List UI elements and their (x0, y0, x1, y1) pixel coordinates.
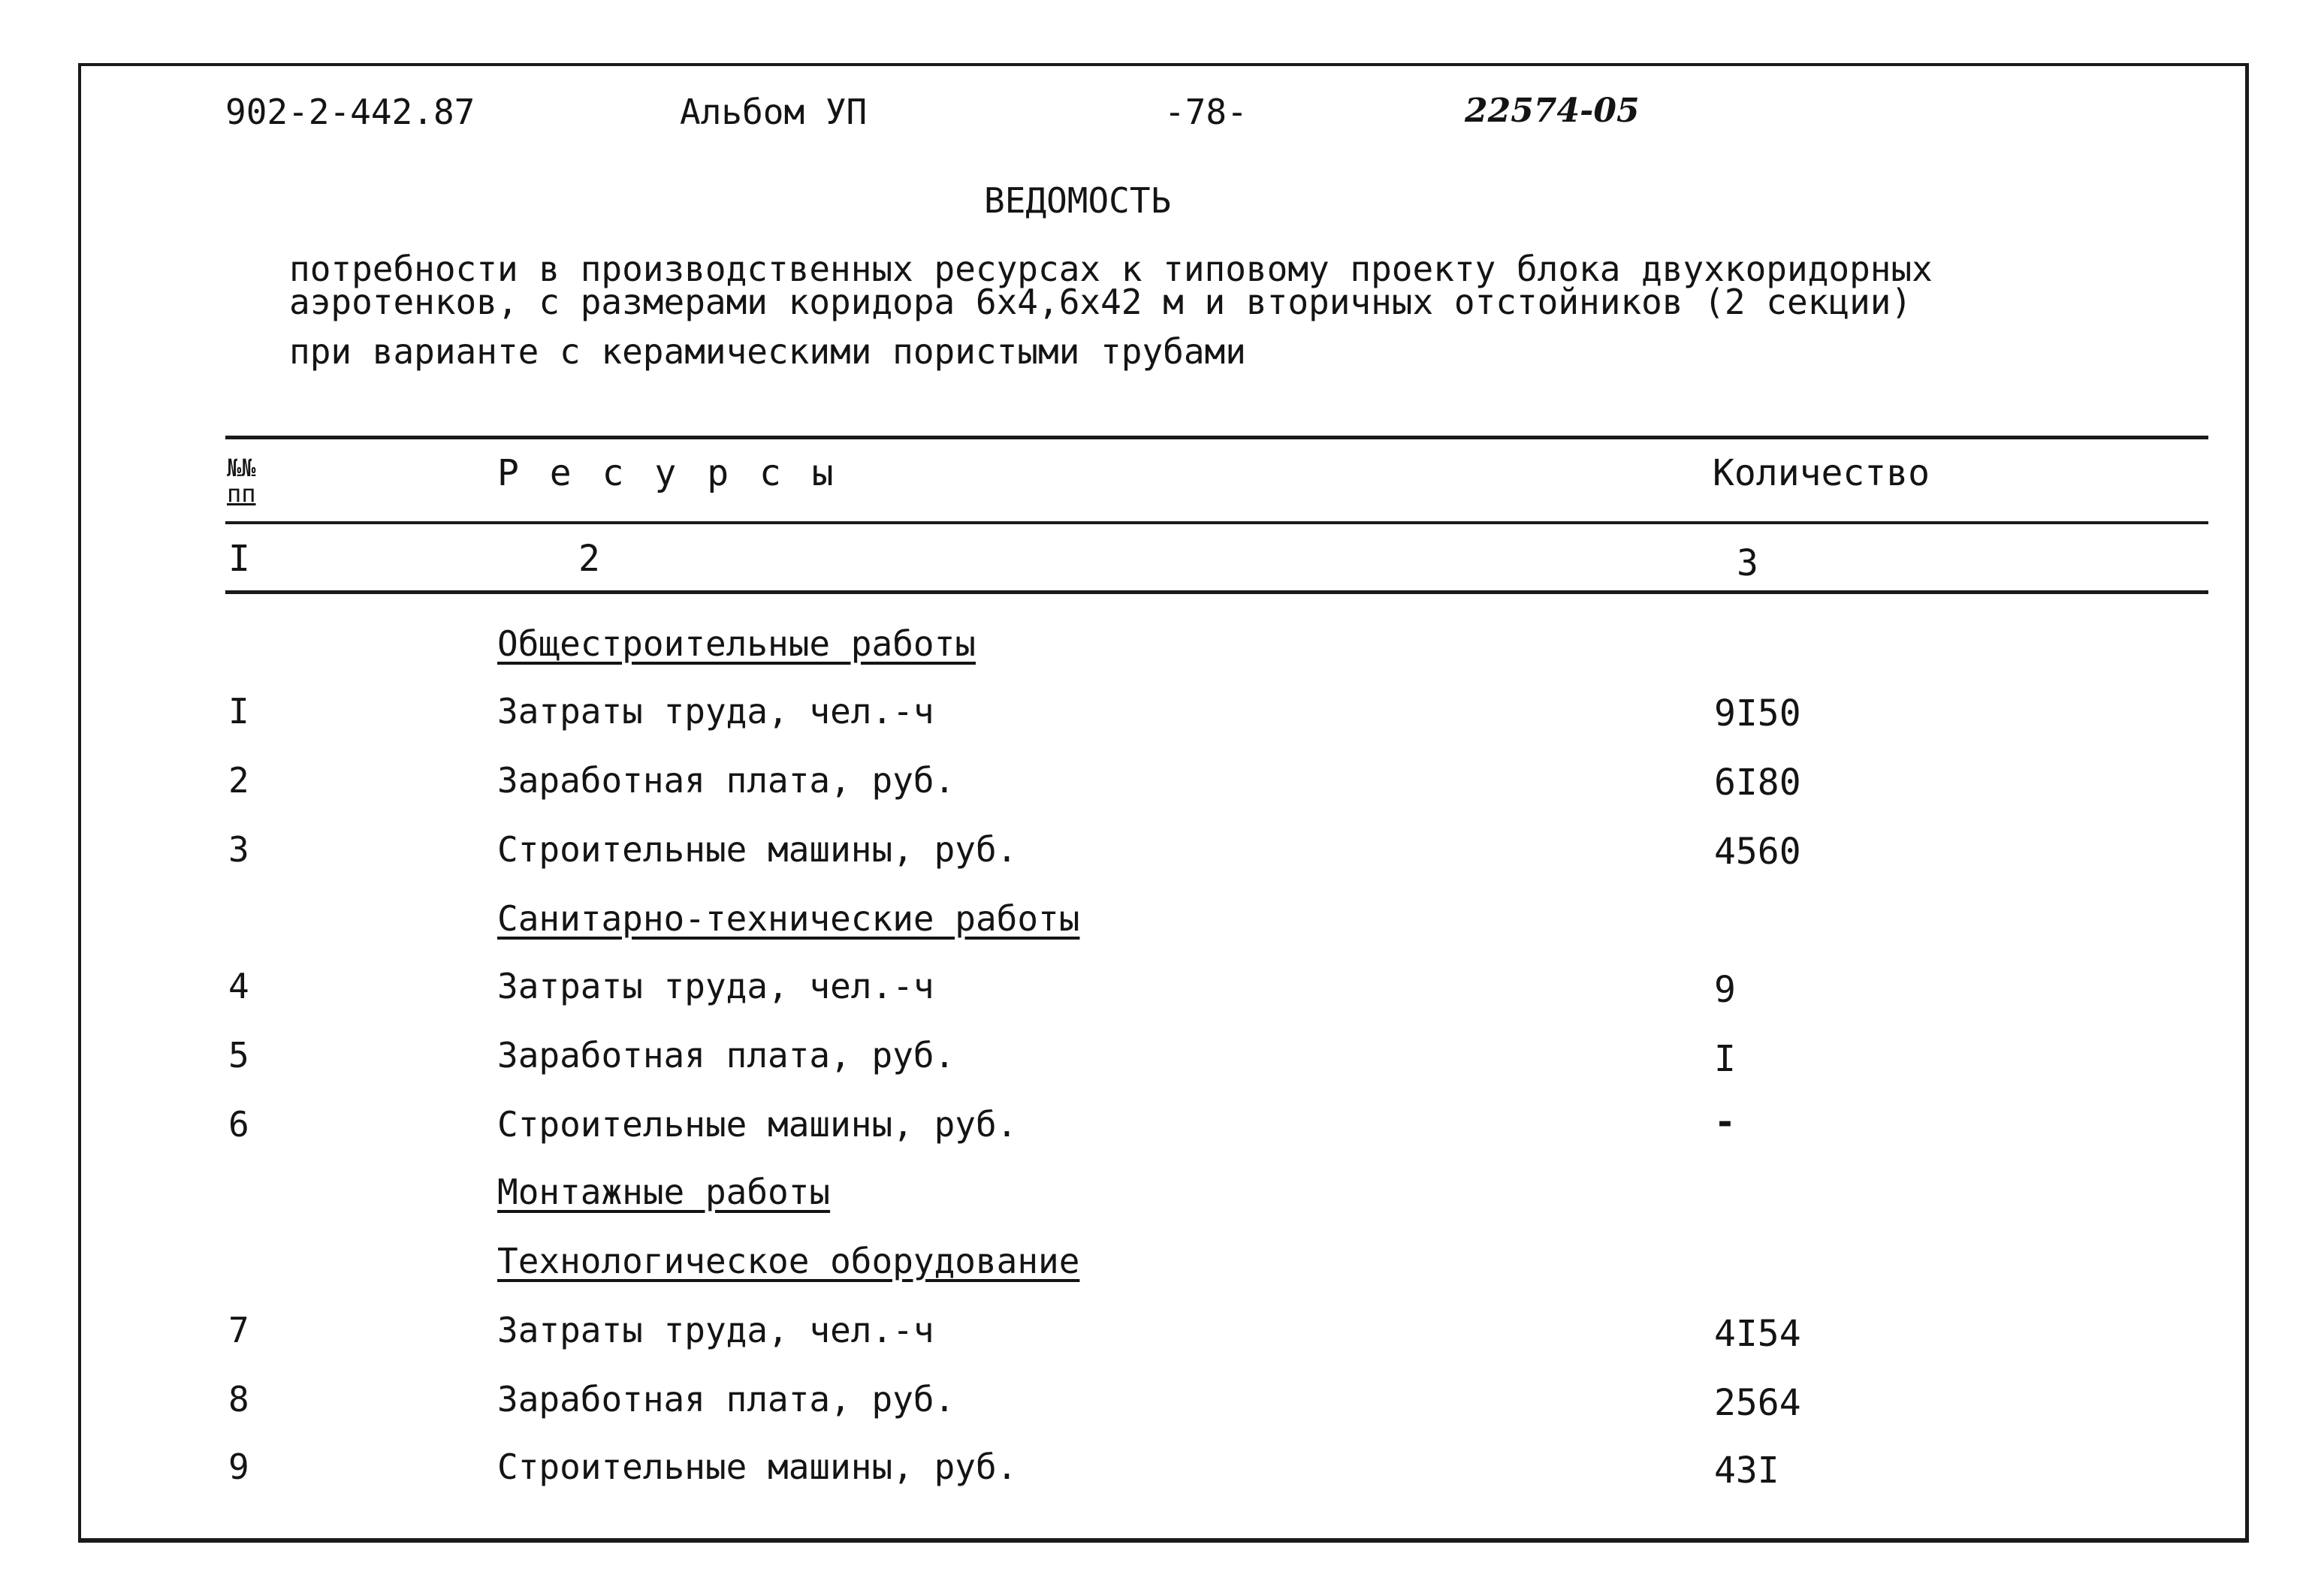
section-sanitary-works: Санитарно-технические работы (497, 898, 1080, 939)
row-resource: Строительные машины, руб. (497, 1447, 1018, 1487)
row-number: 3 (228, 829, 249, 870)
row-resource: Строительные машины, руб. (497, 829, 1018, 870)
row-number: 5 (228, 1035, 249, 1076)
row-quantity: 43I (1714, 1450, 1779, 1492)
col-header-num: №№ пп (227, 454, 256, 508)
row-quantity: I (1714, 1038, 1736, 1080)
table-top-rule (225, 436, 2208, 439)
row-number: 6 (228, 1104, 249, 1145)
page-number: -78- (1164, 92, 1248, 132)
row-number: 2 (228, 760, 249, 801)
row-number: 7 (228, 1310, 249, 1350)
row-quantity: 2564 (1714, 1382, 1801, 1424)
table-header-rule (225, 521, 2208, 524)
description-line-2: аэротенков, с размерами коридора 6х4,6х42 м и вторичных отстойников (2 секции) (289, 282, 1912, 322)
row-quantity: 9 (1714, 969, 1736, 1011)
page-title: ВЕДОМОСТЬ (984, 180, 1172, 221)
col-number-3: 3 (1737, 542, 1758, 584)
section-assembly-works: Монтажные работы (497, 1172, 831, 1212)
row-resource: Заработная плата, руб. (497, 1379, 955, 1420)
row-quantity: 9I50 (1714, 692, 1801, 735)
row-quantity: 4560 (1714, 831, 1801, 873)
document-code: 902-2-442.87 (225, 92, 475, 132)
row-number: I (228, 691, 249, 732)
row-quantity: 4I54 (1714, 1313, 1801, 1355)
row-number: 4 (228, 966, 249, 1006)
row-resource: Заработная плата, руб. (497, 760, 955, 801)
row-resource: Строительные машины, руб. (497, 1104, 1018, 1145)
row-number: 8 (228, 1379, 249, 1420)
row-quantity: 6I80 (1714, 762, 1801, 804)
row-resource: Затраты труда, чел.-ч (497, 691, 934, 732)
description-line-3: при варианте с керамическими пористыми трубами (289, 331, 1246, 372)
col-header-quantity: Количество (1713, 452, 1930, 494)
col-number-2: 2 (578, 538, 600, 580)
col-number-1: I (228, 538, 250, 580)
description-line-1: потребности в производственных ресурсах к типовому проекту блока двухкоридорных (289, 249, 1933, 289)
row-quantity: - (1714, 1101, 1736, 1143)
album-label: Альбом УП (680, 92, 868, 132)
table-columns-rule (225, 590, 2208, 594)
row-resource: Затраты труда, чел.-ч (497, 966, 934, 1006)
row-number: 9 (228, 1447, 249, 1487)
section-equipment: Технологическое оборудование (497, 1241, 1080, 1281)
section-general-works: Общестроительные работы (497, 623, 976, 664)
row-resource: Затраты труда, чел.-ч (497, 1310, 934, 1350)
col-header-resources: Р е с у р с ы (497, 452, 838, 494)
inventory-number: 22574-05 (1465, 92, 1640, 130)
row-resource: Заработная плата, руб. (497, 1035, 955, 1076)
